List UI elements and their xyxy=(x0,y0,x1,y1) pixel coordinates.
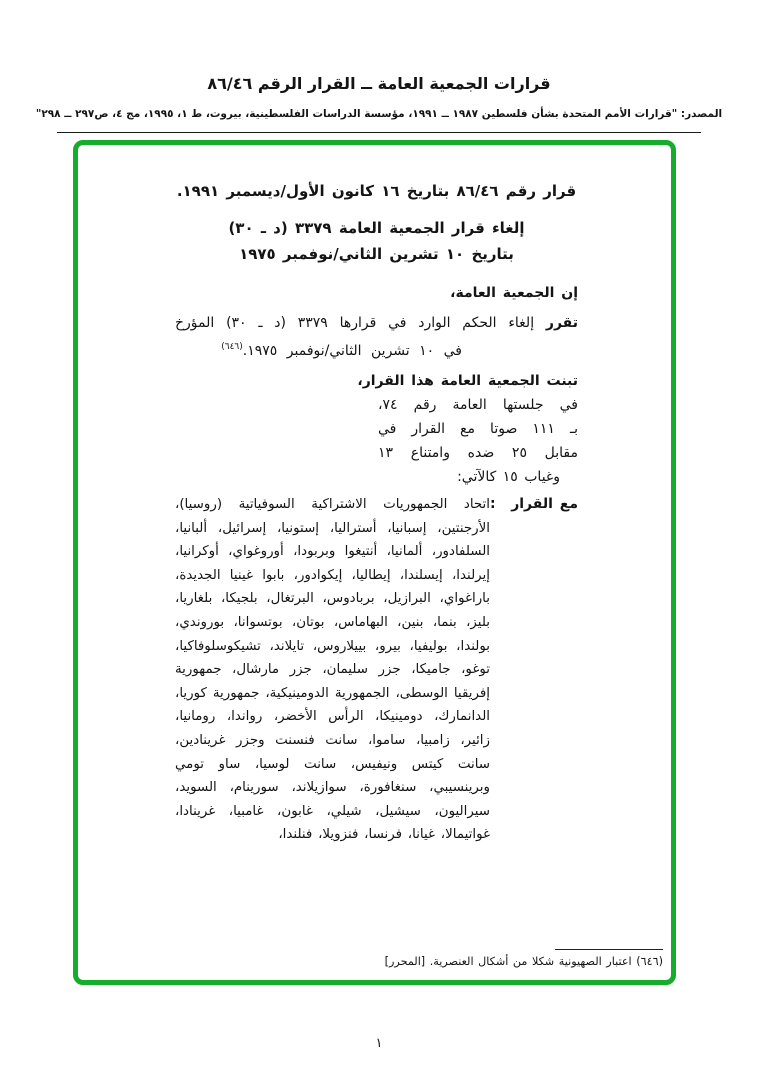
footnote xyxy=(86,949,663,968)
footnote-divider xyxy=(555,949,663,950)
resolution-heading: قرار رقم ٨٦/٤٦ بتاريخ ١٦ كانون الأول/ديسمبر ١٩٩١. xyxy=(176,182,577,200)
resolution-subtitle-line1: إلغاء قرار الجمعية العامة ٣٣٧٩ (د ـ ٣٠) xyxy=(228,219,525,237)
adoption-line-1: تبنت الجمعية العامة هذا القرار، xyxy=(357,373,578,389)
footnote-text-line xyxy=(86,955,663,968)
page-number: ١ xyxy=(375,1036,383,1051)
header-divider xyxy=(57,132,701,133)
adoption-block xyxy=(357,369,579,489)
vote-for-row xyxy=(175,493,578,847)
vote-for-label xyxy=(490,493,578,847)
operative-text: إلغاء الحكم الوارد في قرارها ٣٣٧٩ (د ـ ٣٠) المؤرخ xyxy=(175,315,535,331)
footnote-ref-superscript: (٦٤٦) xyxy=(221,342,243,352)
vote-for-label-text: مع القرار xyxy=(511,496,578,512)
footnote-text: اعتبار الصهيونية شكلا من أشكال العنصرية. xyxy=(429,955,632,968)
adoption-line-4: مقابل ٢٥ ضده وامتناع ١٣ xyxy=(378,445,579,461)
operative-keyword: تقرر xyxy=(545,315,578,331)
operative-date: في ١٠ تشرين الثاني/نوفمبر ١٩٧٥. xyxy=(242,343,462,359)
adoption-line-2: في جلستها العامة رقم ٧٤، xyxy=(378,397,578,413)
resolution-subtitle-line2: بتاريخ ١٠ تشرين الثاني/نوفمبر ١٩٧٥ xyxy=(239,245,514,263)
operative-line1 xyxy=(175,311,578,335)
vote-for-colon: : xyxy=(490,496,496,512)
footnote-number: (٦٤٦) xyxy=(636,955,663,968)
resolution-content xyxy=(78,145,671,847)
footnote-editor-tag: [المحرر] xyxy=(384,955,426,968)
vote-for-country-list: اتحاد الجمهوريات الاشتراكية السوفياتية (روسيا)، الأرجنتين، إسبانيا، أستراليا، إستونيا، إسرائيل، ألبانيا، السلفادور، ألمانيا، أنتيغوا وبربودا، أوروغواي، أوكرانيا، إيرلندا، إيسلندا، إيطاليا، إيكوادور، بابوا غينيا الجديدة، باراغواي، البرازيل، بربادوس، البرتغال، بلجيكا، بلغاريا، بليز، بنما، بنين، البهاماس، بوتان، بوتسوانا، بوروندي، بولندا، بوليفيا، بيرو، بييلاروس، تايلاند، تشيكوسلوفاكيا، توغو، جاميكا، جزر سليمان، جزر مارشال، جمهورية إفريقيا الوسطى، الجمهورية الدومينيكية، جمهورية كوريا، الدانمارك، دومينيكا، الرأس الأخضر، رواندا، رومانيا، زائير، زامبيا، ساموا، سانت فنسنت وجزر غرينادين، سانت كيتس ونيفيس، سانت لوسيا، ساو تومي وبرينسيبي، سنغافورة، سوازيلاند، سورينام، السويد، سيراليون، سيشيل، شيلي، غابون، غامبيا، غرينادا، غواتيمالا، غيانا، فرنسا، فنزويلا، فنلندا، xyxy=(175,497,490,843)
resolution-box xyxy=(73,140,676,985)
adoption-line-5: وغياب ١٥ كالآتي: xyxy=(457,469,560,485)
adoption-line-3: بـ ١١١ صوتا مع القرار في xyxy=(378,421,578,437)
preamble-line: إن الجمعية العامة، xyxy=(450,285,578,301)
source-line: المصدر: "قرارات الأمم المتحدة بشأن فلسطين ١٩٨٧ ــ ١٩٩١، مؤسسة الدراسات الفلسطينية، بيروت، ط ١، ١٩٩٥، مج ٤، ص٢٩٧ ــ ٢٩٨" xyxy=(35,108,723,120)
page-title: قرارات الجمعية العامة ــ القرار الرقم ٨٦/٤٦ xyxy=(207,74,551,93)
operative-line2 xyxy=(175,335,462,363)
